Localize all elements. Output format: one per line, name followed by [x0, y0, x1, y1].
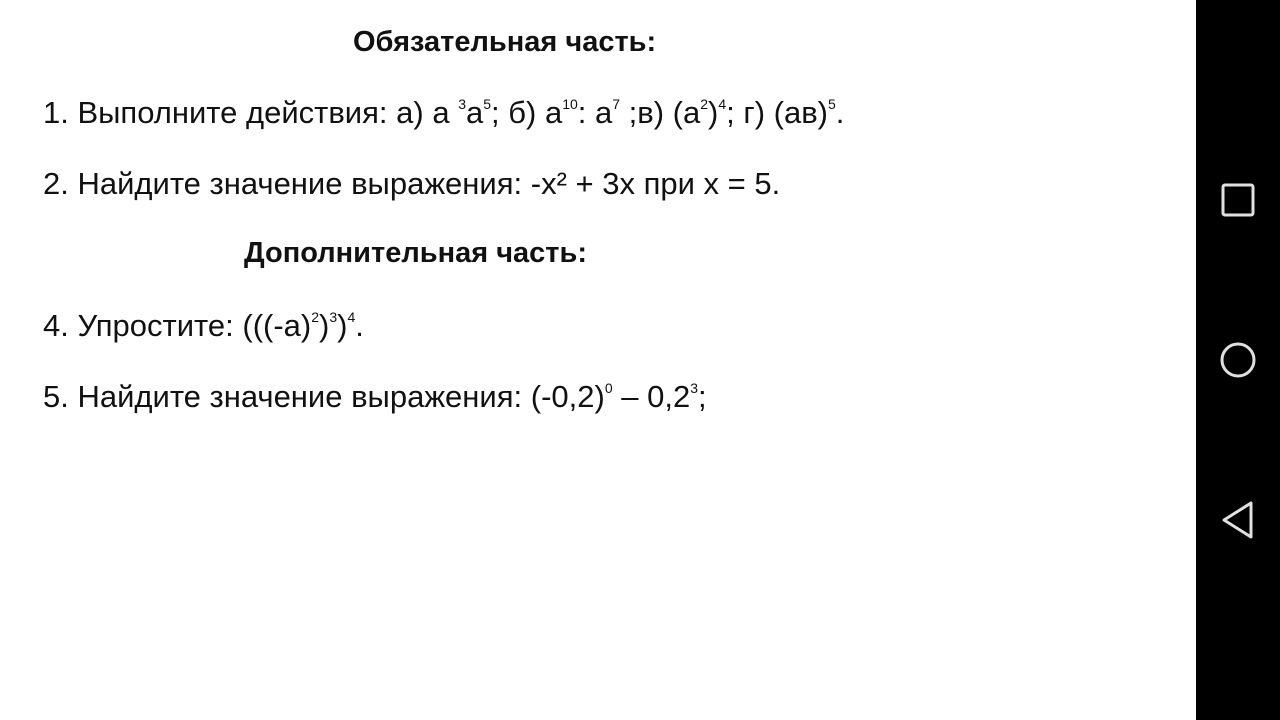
heading-required-part: Обязательная часть: [353, 26, 657, 58]
task-2: 2. Найдите значение выражения: -х² + 3х при х = 5. [43, 166, 781, 201]
recents-button[interactable] [1196, 158, 1280, 242]
home-circle-icon [1219, 341, 1257, 379]
recents-square-icon [1221, 183, 1255, 217]
task-1: 1. Выполните действия: а) а $^3а^5$; б) $а^{10}$: $а^7$ ;в) $(а^2)^4$; г) (ав)$^5$. [43, 95, 845, 130]
back-triangle-icon [1220, 500, 1256, 540]
home-button[interactable] [1196, 318, 1280, 402]
task-5: 5. Найдите значение выражения: $(-0,2)^0 - 0,2^3$; [43, 379, 707, 414]
system-navigation-bar [1196, 0, 1280, 720]
back-button[interactable] [1196, 478, 1280, 562]
task-4: 4. Упростите: $(((-а)^2)^3)^4$. [43, 308, 364, 343]
heading-extra-part: Дополнительная часть: [244, 237, 587, 269]
